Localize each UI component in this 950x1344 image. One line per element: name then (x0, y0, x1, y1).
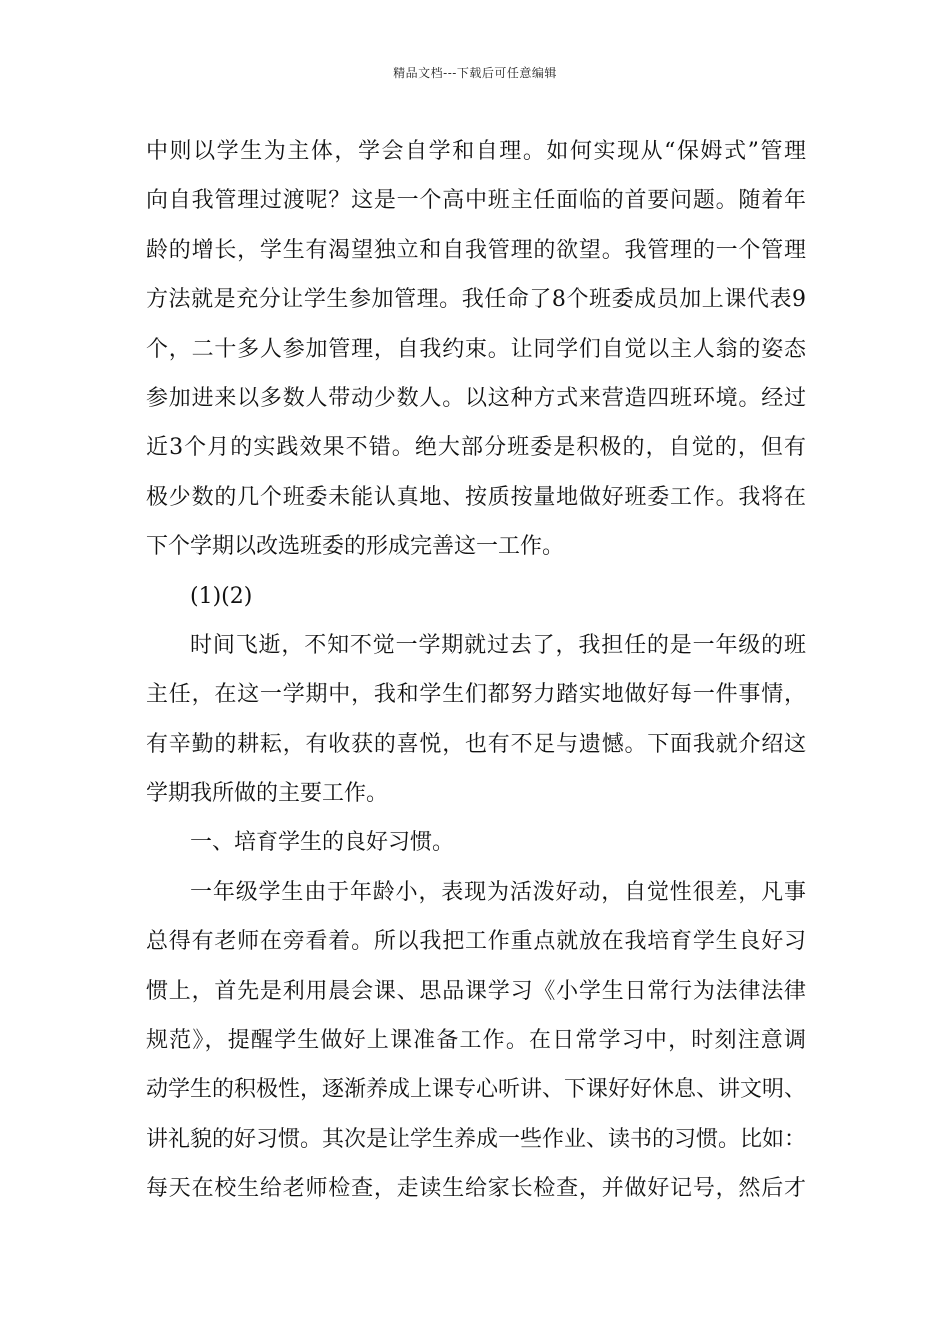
text-line: 动学生的积极性，逐渐养成上课专心听讲、下课好好休息、讲文明、 (146, 1077, 807, 1103)
text-line: 总得有老师在旁看着。所以我把工作重点就放在我培育学生良好习 (146, 929, 806, 955)
text-line: 讲礼貌的好习惯。其次是让学生养成一些作业、读书的习惯。比如： (146, 1126, 807, 1152)
text-line: 学期我所做的主要工作。 (146, 781, 389, 807)
text-line: 惯上，首先是利用晨会课、思品课学习《小学生日常行为法律法律 (146, 978, 806, 1004)
section-heading: 一、培育学生的良好习惯。 (190, 830, 455, 856)
text-line: 个，二十多人参加管理，自我约束。让同学们自觉以主人翁的姿态 (146, 336, 806, 362)
text-line: 中则以学生为主体，学会自学和自理。如何实现从“保姆式”管理 (146, 139, 806, 164)
text-line: 极少数的几个班委未能认真地、按质按量地做好班委工作。我将在 (146, 484, 806, 510)
text-line: (1)(2) (190, 583, 253, 609)
text-line: 规范》，提醒学生做好上课准备工作。在日常学习中，时刻注意调 (146, 1028, 806, 1054)
document-body (146, 127, 806, 1214)
text-line: 下个学期以改选班委的形成完善这一工作。 (146, 534, 565, 560)
text-line: 向自我管理过渡呢？这是一个高中班主任面临的首要问题。随着年 (146, 188, 806, 214)
text-line: 时间飞逝，不知不觉一学期就过去了，我担任的是一年级的班 (190, 632, 806, 658)
text-line: 一年级学生由于年龄小，表现为活泼好动，自觉性很差，凡事 (190, 879, 806, 905)
page-header: 精品文档---下载后可任意编辑 (393, 66, 557, 80)
text-line: 龄的增长，学生有渴望独立和自我管理的欲望。我管理的一个管理 (146, 237, 806, 263)
text-line: 近3个月的实践效果不错。绝大部分班委是积极的，自觉的，但有 (146, 435, 806, 461)
text-line: 方法就是充分让学生参加管理。我任命了8个班委成员加上课代表9 (146, 287, 806, 313)
text-line: 主任，在这一学期中，我和学生们都努力踏实地做好每一件事情， (146, 682, 806, 708)
text-line: 每天在校生给老师检查，走读生给家长检查，并做好记号，然后才 (146, 1176, 806, 1202)
text-line: 参加进来以多数人带动少数人。以这种方式来营造四班环境。经过 (146, 385, 806, 411)
text-line: 有辛勤的耕耘，有收获的喜悦，也有不足与遗憾。下面我就介绍这 (146, 731, 806, 757)
